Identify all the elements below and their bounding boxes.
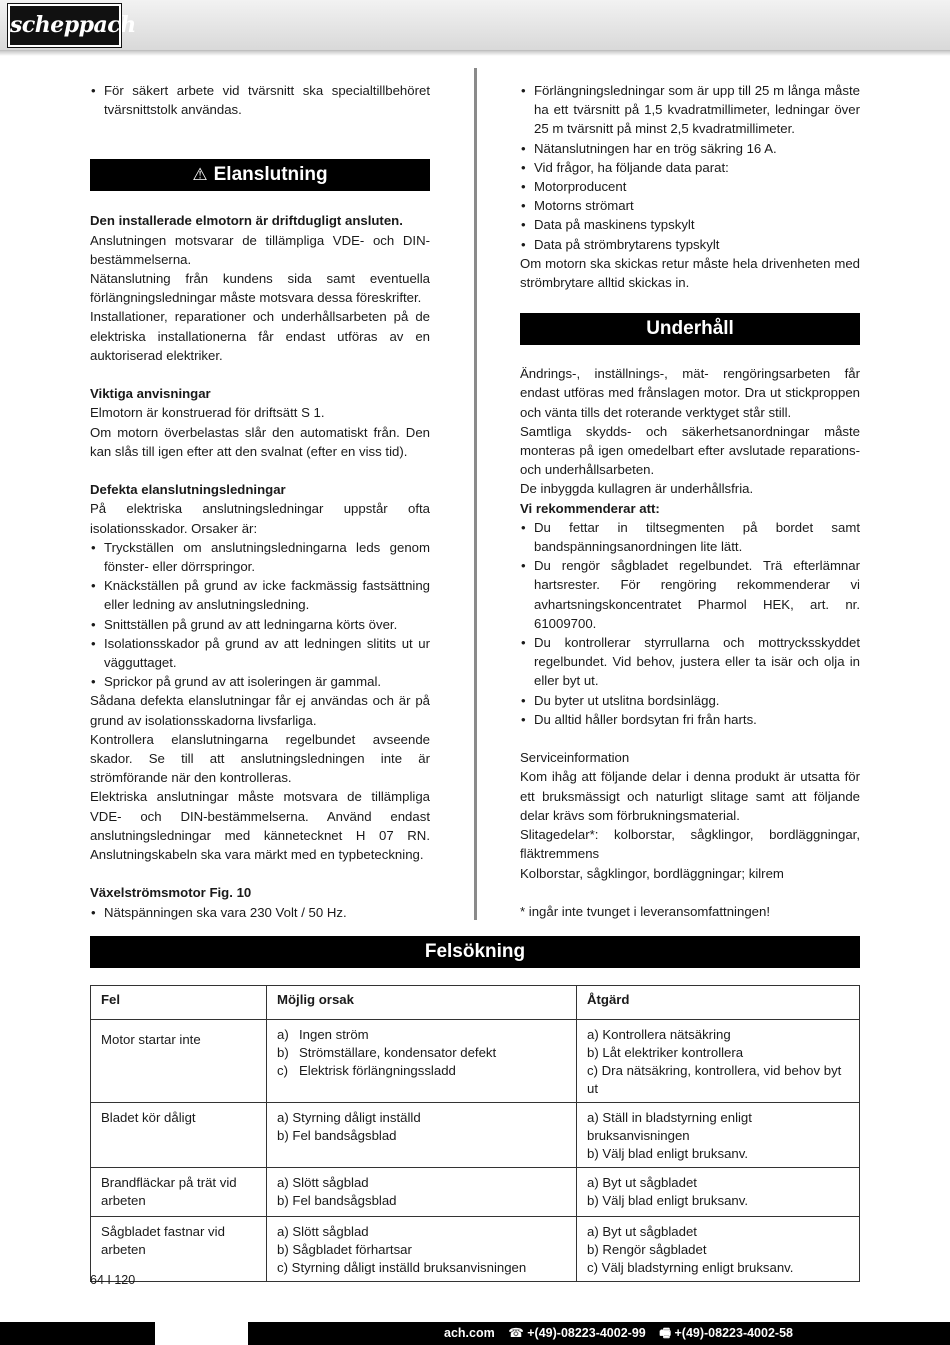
footnote: * ingår inte tvunget i leveransomfattningen! xyxy=(520,903,770,919)
cause-label: c) xyxy=(277,1063,288,1078)
cell-orsak xyxy=(267,1103,577,1168)
list-item: • Data på strömbrytarens typskylt xyxy=(520,235,860,254)
list-item: • Nätanslutningen har en trög säkring 16 A. xyxy=(520,139,860,158)
cell-fel: Sågbladet fastnar vid arbeten xyxy=(91,1217,267,1282)
list-item: • Sprickor på grund av att isoleringen är gammal. xyxy=(90,672,430,691)
cell-fel: Brandfläckar på trät vid arbeten xyxy=(91,1168,267,1217)
list-item: • Du alltid håller bordsytan fri från harts. xyxy=(520,710,860,729)
list-item: • Isolationsskador på grund av att ledningen slitits ut ur vägguttaget. xyxy=(90,634,430,672)
list-item: • Förlängningsledningar som är upp till 25 m långa måste ha ett tvärsnitt på 1,5 kvadratmillimeter, ledningar över 25 m tvärsnitt på minst 2,5 kvadratmillimeter. xyxy=(520,81,860,139)
list-item: • Data på maskinens typskylt xyxy=(520,215,860,234)
cause-line xyxy=(277,1062,566,1080)
cause-text: Strömställare, kondensator defekt xyxy=(299,1045,497,1060)
list-item: • Vid frågor, ha följande data parat: xyxy=(520,158,860,177)
remedy-line: a) Byt ut sågbladet xyxy=(587,1224,697,1239)
rec-bullet-list xyxy=(520,518,860,729)
remedy-line: a) Ställ in bladstyrning enligt bruksanvisningen xyxy=(587,1110,752,1143)
cell-fel: Bladet kör dåligt xyxy=(91,1103,267,1168)
cause-line: a) Slött sågblad xyxy=(277,1224,369,1239)
paragraph: Elmotorn är konstruerad för driftsätt S 1. xyxy=(90,405,325,421)
vaxel-bullet-list xyxy=(90,903,430,922)
cause-label: b) xyxy=(277,1045,289,1060)
phone-number: ☎ +(49)-08223-4002-99 xyxy=(508,1326,646,1340)
list-item: • Motorproducent xyxy=(520,177,860,196)
right-top-bullet-list xyxy=(520,81,860,254)
paragraph: Kontrollera elanslutningarna regelbundet avseende skador. Se till att anslutningsledningen inte är strömförande när den kontrolleras. xyxy=(90,731,430,786)
table-row xyxy=(91,1020,860,1103)
cause-line: c) Styrning dåligt inställd bruksanvisningen xyxy=(277,1260,527,1275)
cause-line: a) Slött sågblad xyxy=(277,1175,369,1190)
cause-line xyxy=(277,1026,566,1044)
paragraph: Samtliga skydds- och säkerhetsanordningar måste monteras på igen omedelbart efter avslutade reparations- och underhållsarbeten. xyxy=(520,423,860,478)
fax-number: 🖷 +(49)-08223-4002-58 xyxy=(659,1326,793,1340)
cell-fel: Motor startar inte xyxy=(91,1020,267,1103)
remedy-line: b) Rengör sågbladet xyxy=(587,1242,707,1257)
defekta-heading: Defekta elanslutningsledningar xyxy=(90,482,286,498)
troubleshooting-table xyxy=(90,985,860,1282)
cell-atgard xyxy=(577,1020,860,1103)
felsokning-banner xyxy=(90,936,860,968)
paragraph: Om motorn ska skickas retur måste hela drivenheten med strömbrytare alltid skickas in. xyxy=(520,255,860,291)
paragraph: Om motorn överbelastas slår den automatiskt från. Den kan slås till igen efter att den svalnat (efter en viss tid). xyxy=(90,424,430,459)
footer-contact xyxy=(444,1322,803,1345)
table-header-row xyxy=(91,986,860,1020)
list-item: • Motorns strömart xyxy=(520,196,860,215)
paragraph: Elektriska anslutningar måste motsvara de tillämpliga VDE- och DIN-bestämmelserna. Använd endast anslutningsledningar med kännetecknet H 07 RN. Anslutningskabeln ska vara märkt med en typbeteckning. xyxy=(90,789,430,863)
paragraph: Ändrings-, inställnings-, mät- rengöringsarbeten får endast utföras med frånslagen motor. Dra ut stickproppen och vänta tills det roterande verktyget står still. xyxy=(520,366,860,420)
table-row xyxy=(91,1217,860,1282)
paragraph: Anslutningen motsvarar de tillämpliga VDE- och DIN-bestämmelserna. xyxy=(90,232,430,267)
table-row xyxy=(91,1103,860,1168)
paragraph: Sådana defekta elanslutningar får ej användas och är på grund av isolationsskadorna livsfarliga. xyxy=(90,693,430,728)
footer-bar xyxy=(0,1322,950,1345)
list-item: • Du kontrollerar styrrullarna och mottrycksskyddet regelbundet. Vid behov, justera eller ta isär och olja in eller byt ut. xyxy=(520,633,860,691)
list-item: • Du rengör sågbladet regelbundet. Trä efterlämnar hartsrester. För rengöring rekommenderar vi avhartsningskoncentratet Pharmol HEK, art. nr. 61009700. xyxy=(520,556,860,633)
cause-line xyxy=(277,1044,566,1062)
column-header-fel: Fel xyxy=(91,986,267,1020)
paragraph: Slitagedelar*: kolborstar, sågklingor, bordläggningar, fläktremmens xyxy=(520,827,860,862)
cause-line: b) Fel bandsågsblad xyxy=(277,1128,397,1143)
intro-bullet-list xyxy=(90,81,430,119)
page-header xyxy=(0,0,950,51)
cell-atgard xyxy=(577,1217,860,1282)
paragraph: Installationer, reparationer och underhållsarbeten på de elektriska installationerna får endast utföras av en auktoriserad elektriker. xyxy=(90,309,430,363)
remedy-line: a) Kontrollera nätsäkring xyxy=(587,1027,731,1042)
cause-line: b) Sågbladet förhartsar xyxy=(277,1242,412,1257)
remedy-line: b) Låt elektriker kontrollera xyxy=(587,1045,744,1060)
paragraph: Nätanslutning från kundens sida samt eventuella förlängningsledningar måste motsvara dessa föreskrifter. xyxy=(90,271,430,306)
elanslutning-banner xyxy=(90,159,430,191)
paragraph: Kom ihåg att följande delar i denna produkt är utsatta för ett bruksmässigt och naturligt slitage samt att följande delar krävs som förbrukningsmaterial. xyxy=(520,769,860,823)
website-text: ach.com xyxy=(444,1326,495,1340)
list-item: • Du byter ut utslitna bordsinlägg. xyxy=(520,691,860,710)
remedy-line: b) Välj blad enligt bruksanv. xyxy=(587,1193,749,1208)
list-item: • För säkert arbete vid tvärsnitt ska specialtillbehöret tvärsnittstolk användas. xyxy=(90,81,430,119)
paragraph: På elektriska anslutningsledningar uppstår ofta isolationsskador. Orsaker är: xyxy=(90,501,430,536)
remedy-line: b) Välj blad enligt bruksanv. xyxy=(587,1146,749,1161)
cell-orsak xyxy=(267,1217,577,1282)
cause-line: a) Styrning dåligt inställd xyxy=(277,1110,421,1125)
scheppach-logo: scheppach xyxy=(8,4,121,47)
left-column xyxy=(90,81,430,922)
rec-heading: Vi rekommenderar att: xyxy=(520,500,660,516)
service-heading: Serviceinformation xyxy=(520,750,630,766)
remedy-line: c) Dra nätsäkring, kontrollera, vid behov byt ut xyxy=(587,1063,842,1096)
table-row xyxy=(91,1168,860,1217)
header-shadow xyxy=(0,50,950,56)
cause-line: b) Fel bandsågsblad xyxy=(277,1193,397,1208)
cell-orsak xyxy=(267,1020,577,1103)
remedy-line: a) Byt ut sågbladet xyxy=(587,1175,697,1190)
page-number: 64 I 120 xyxy=(90,1273,136,1287)
right-column xyxy=(520,81,860,921)
warning-triangle-icon: ⚠ xyxy=(192,165,208,185)
list-item: • Snittställen på grund av att ledningarna körts över. xyxy=(90,615,430,634)
felsokning-title: Felsökning xyxy=(424,941,526,962)
cause-text: Elektrisk förlängningssladd xyxy=(299,1063,456,1078)
defekta-bullet-list xyxy=(90,538,430,692)
underhall-title: Underhåll xyxy=(646,318,734,340)
cell-atgard xyxy=(577,1103,860,1168)
column-header-orsak: Möjlig orsak xyxy=(267,986,577,1020)
viktiga-heading: Viktiga anvisningar xyxy=(90,386,211,402)
cause-label: a) xyxy=(277,1027,289,1042)
remedy-line: c) Välj bladstyrning enligt bruksanv. xyxy=(587,1260,794,1275)
cell-atgard xyxy=(577,1168,860,1217)
cell-orsak xyxy=(267,1168,577,1217)
column-divider xyxy=(474,68,477,920)
underhall-banner xyxy=(520,313,860,345)
list-item: • Du fettar in tiltsegmenten på bordet samt bandspänningsanordningen lite lätt. xyxy=(520,518,860,556)
list-item: • Nätspänningen ska vara 230 Volt / 50 Hz. xyxy=(90,903,430,922)
elanslutning-bold-line: Den installerade elmotorn är driftdugligt ansluten. xyxy=(90,213,403,229)
column-header-atgard: Åtgärd xyxy=(577,986,860,1020)
cause-text: Ingen ström xyxy=(299,1027,369,1042)
paragraph: De inbyggda kullagren är underhållsfria. xyxy=(520,481,754,497)
list-item: • Tryckställen om anslutningsledningarna leds genom fönster- eller dörrspringor. xyxy=(90,538,430,576)
footer-white-block xyxy=(155,1322,248,1345)
paragraph: Kolborstar, sågklingor, bordläggningar; kilrem xyxy=(520,865,784,881)
vaxel-heading: Växelströmsmotor Fig. 10 xyxy=(90,885,252,901)
elanslutning-title: Elanslutning xyxy=(213,164,328,186)
list-item: • Knäckställen på grund av icke fackmässig fastsättning eller ledning av anslutningsledning. xyxy=(90,576,430,614)
